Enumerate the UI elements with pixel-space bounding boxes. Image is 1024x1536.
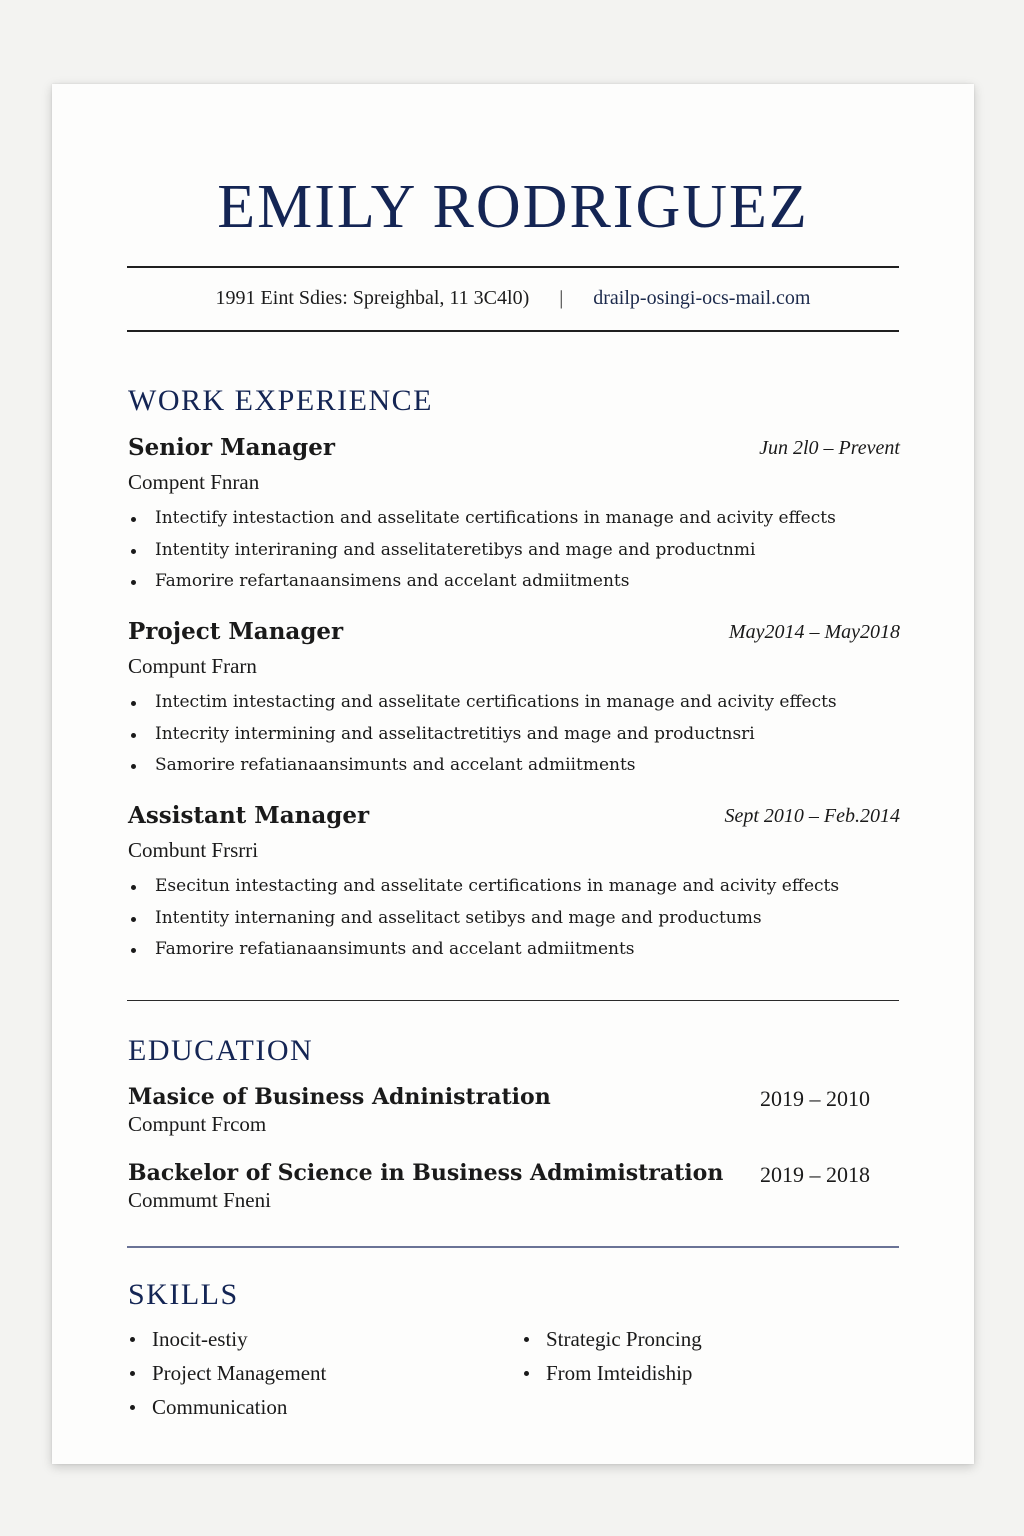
education-school: Compunt Frcom (128, 1112, 267, 1136)
contact-separator: | (559, 287, 564, 309)
contact-address: 1991 Eint Sdies: Spreighbal, 11 3C4l0) (215, 287, 530, 309)
job-bullets (128, 510, 836, 605)
job-bullet: Intectify intestaction and asselitate certifications in manage and acivity effects (128, 510, 836, 542)
skills-list-left (127, 1329, 326, 1431)
resume-page (52, 84, 974, 1464)
skill-item: Strategic Proncing (521, 1329, 702, 1363)
job-dates: Jun 2l0 – Prevent (759, 437, 900, 459)
job-title: Project Manager (128, 618, 344, 645)
contact-email: drailp-osingi-ocs-mail.com (593, 287, 811, 309)
education-heading: EDUCATION (128, 1034, 314, 1067)
education-years: 2019 – 2018 (760, 1162, 870, 1187)
education-school: Commumt Fneni (128, 1188, 271, 1212)
header-top-rule (127, 266, 899, 268)
skills-list-right (521, 1329, 702, 1397)
work-experience-heading: WORK EXPERIENCE (128, 384, 433, 417)
job-bullet: Intectim intestacting and asselitate certifications in manage and acivity effects (128, 694, 837, 726)
job-bullet: Intecrity intermining and asselitactretitiys and mage and productnsri (128, 726, 837, 758)
header-bottom-rule (127, 330, 899, 332)
skill-item: Project Management (127, 1363, 326, 1397)
education-skills-divider (127, 1246, 899, 1248)
education-years: 2019 – 2010 (760, 1086, 870, 1111)
job-bullet: Samorire refatianaansimunts and accelant admiitments (128, 757, 837, 789)
skill-item: From Imteidiship (521, 1363, 702, 1397)
job-bullet: Famorire refatianaansimunts and accelant admiitments (128, 941, 839, 973)
job-bullets (128, 694, 837, 789)
job-bullets (128, 878, 839, 973)
job-bullet: Famorire refartanaansimens and accelant admiitments (128, 573, 836, 605)
job-title: Assistant Manager (128, 802, 370, 829)
job-bullet: Intentity interiraning and asselitateretibys and mage and productnmi (128, 542, 836, 574)
skill-item: Communication (127, 1397, 326, 1431)
job-company: Combunt Frsrri (128, 838, 259, 862)
candidate-name: EMILY RODRIGUEZ (217, 173, 809, 241)
education-degree: Backelor of Science in Business Admimistration (128, 1160, 724, 1186)
contact-line (127, 287, 899, 310)
skill-item: Inocit-estiy (127, 1329, 326, 1363)
education-degree: Masice of Business Adninistration (128, 1084, 551, 1110)
work-education-divider (127, 1000, 899, 1001)
job-dates: May2014 – May2018 (728, 621, 900, 643)
job-bullet: Esecitun intestacting and asselitate certifications in manage and acivity effects (128, 878, 839, 910)
skills-heading: SKILLS (128, 1278, 239, 1311)
job-dates: Sept 2010 – Feb.2014 (724, 805, 900, 827)
job-company: Compunt Frarn (128, 654, 257, 678)
job-title: Senior Manager (128, 434, 335, 461)
job-bullet: Intentity internaning and asselitact setibys and mage and productums (128, 910, 839, 942)
job-company: Compent Fnran (128, 470, 260, 494)
